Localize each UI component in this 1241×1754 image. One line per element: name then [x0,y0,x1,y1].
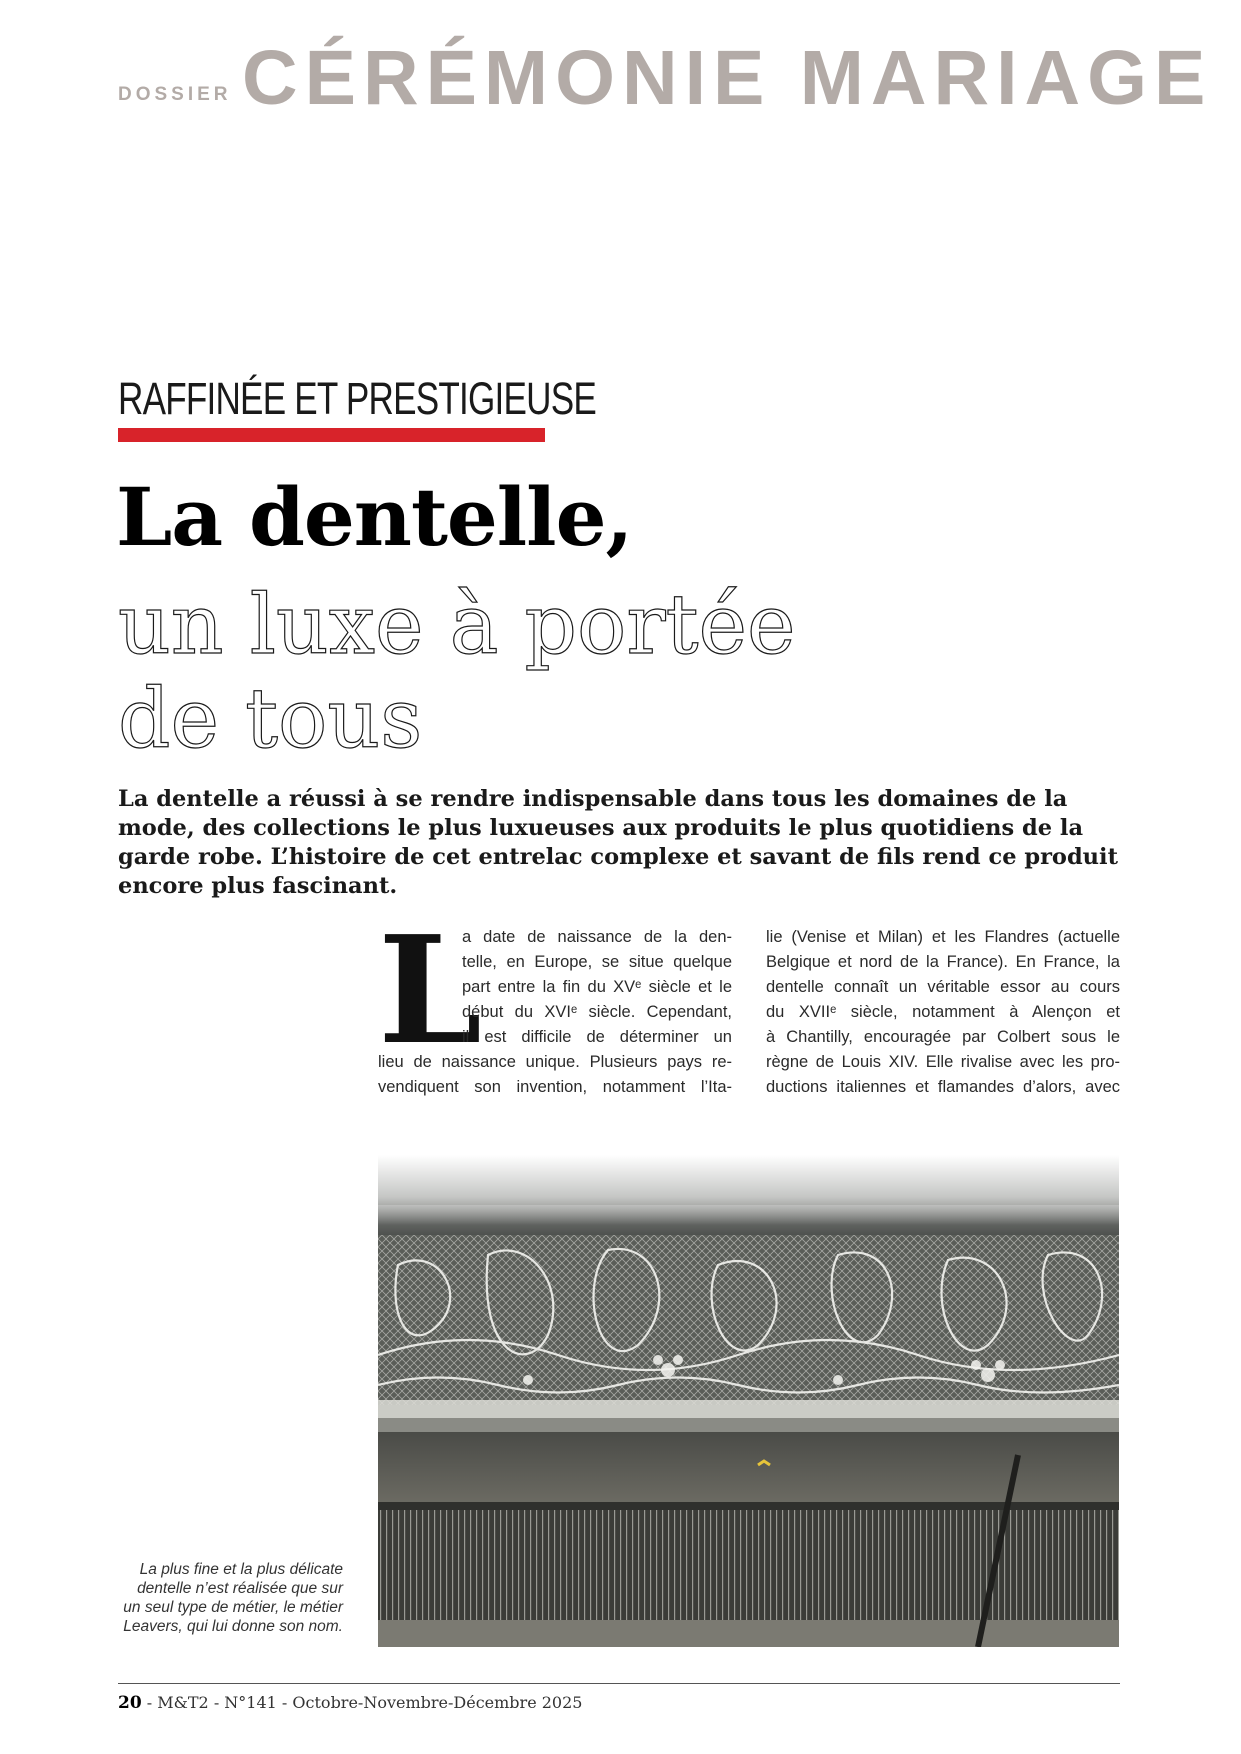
headline-light-line-1: un luxe à portée [118,578,796,673]
footer-rule [118,1683,1120,1684]
lace-loom-photo [378,1155,1119,1647]
page-number: 20 [118,1693,142,1713]
body-line: il est difficile de déterminer un [462,1028,732,1046]
body-column-1-top [462,925,732,1050]
body-line: lieu de naissance unique. Plusieurs pays re- [378,1053,732,1071]
body-line: début du XVIᵉ siècle. Cependant, [462,1003,732,1021]
section-label: DOSSIER [118,84,232,105]
body-line: lie (Venise et Milan) et les Flandres (actuelle [766,928,1120,946]
drop-cap: L [378,903,483,1077]
headline-bold: La dentelle, [116,470,633,564]
body-line: telle, en Europe, se situe quelque [462,953,732,971]
body-line: part entre la fin du XVᵉ siècle et le [462,978,732,996]
body-line: dentelle connaît un véritable essor au cours [766,978,1120,996]
body-column-2 [766,925,1120,1100]
photo-caption: La plus fine et la plus délicate dentelle n’est réalisée que sur un seul type de métier, le métier Leavers, qui lui donne son nom. [123,1561,343,1635]
section-title: CÉRÉMONIE MARIAGE [242,35,1213,121]
kicker-underline [118,428,545,442]
footer-text: - M&T2 - N°141 - Octobre-Novembre-Décembre 2025 [141,1693,583,1712]
kicker: RAFFINÉE ET PRESTIGIEUSE [118,373,596,424]
body-line: vendiquent son invention, notamment l’Ita- [378,1078,732,1096]
body-line: règne de Louis XIV. Elle rivalise avec les pro- [766,1053,1120,1071]
headline-light-line-2: de tous [118,672,423,767]
body-line: a date de naissance de la den- [462,928,732,946]
body-line: du XVIIᵉ siècle, notamment à Alençon et [766,1003,1120,1021]
body-column-1-bottom [378,1050,732,1100]
body-line: Belgique et nord de la France). En France, la [766,953,1120,971]
lead-paragraph: La dentelle a réussi à se rendre indispensable dans tous les domaines de la mode, des collections le plus luxueuses aux produits le plus quotidiens de la garde robe. L’histoire de cet entrelac complexe et savant de fils rend ce produit encore plus fascinant. [118,786,1118,899]
page-footer [118,1693,582,1713]
body-line: à Chantilly, encouragée par Colbert sous le [766,1028,1120,1046]
body-line: ductions italiennes et flamandes d’alors, avec [766,1078,1120,1096]
